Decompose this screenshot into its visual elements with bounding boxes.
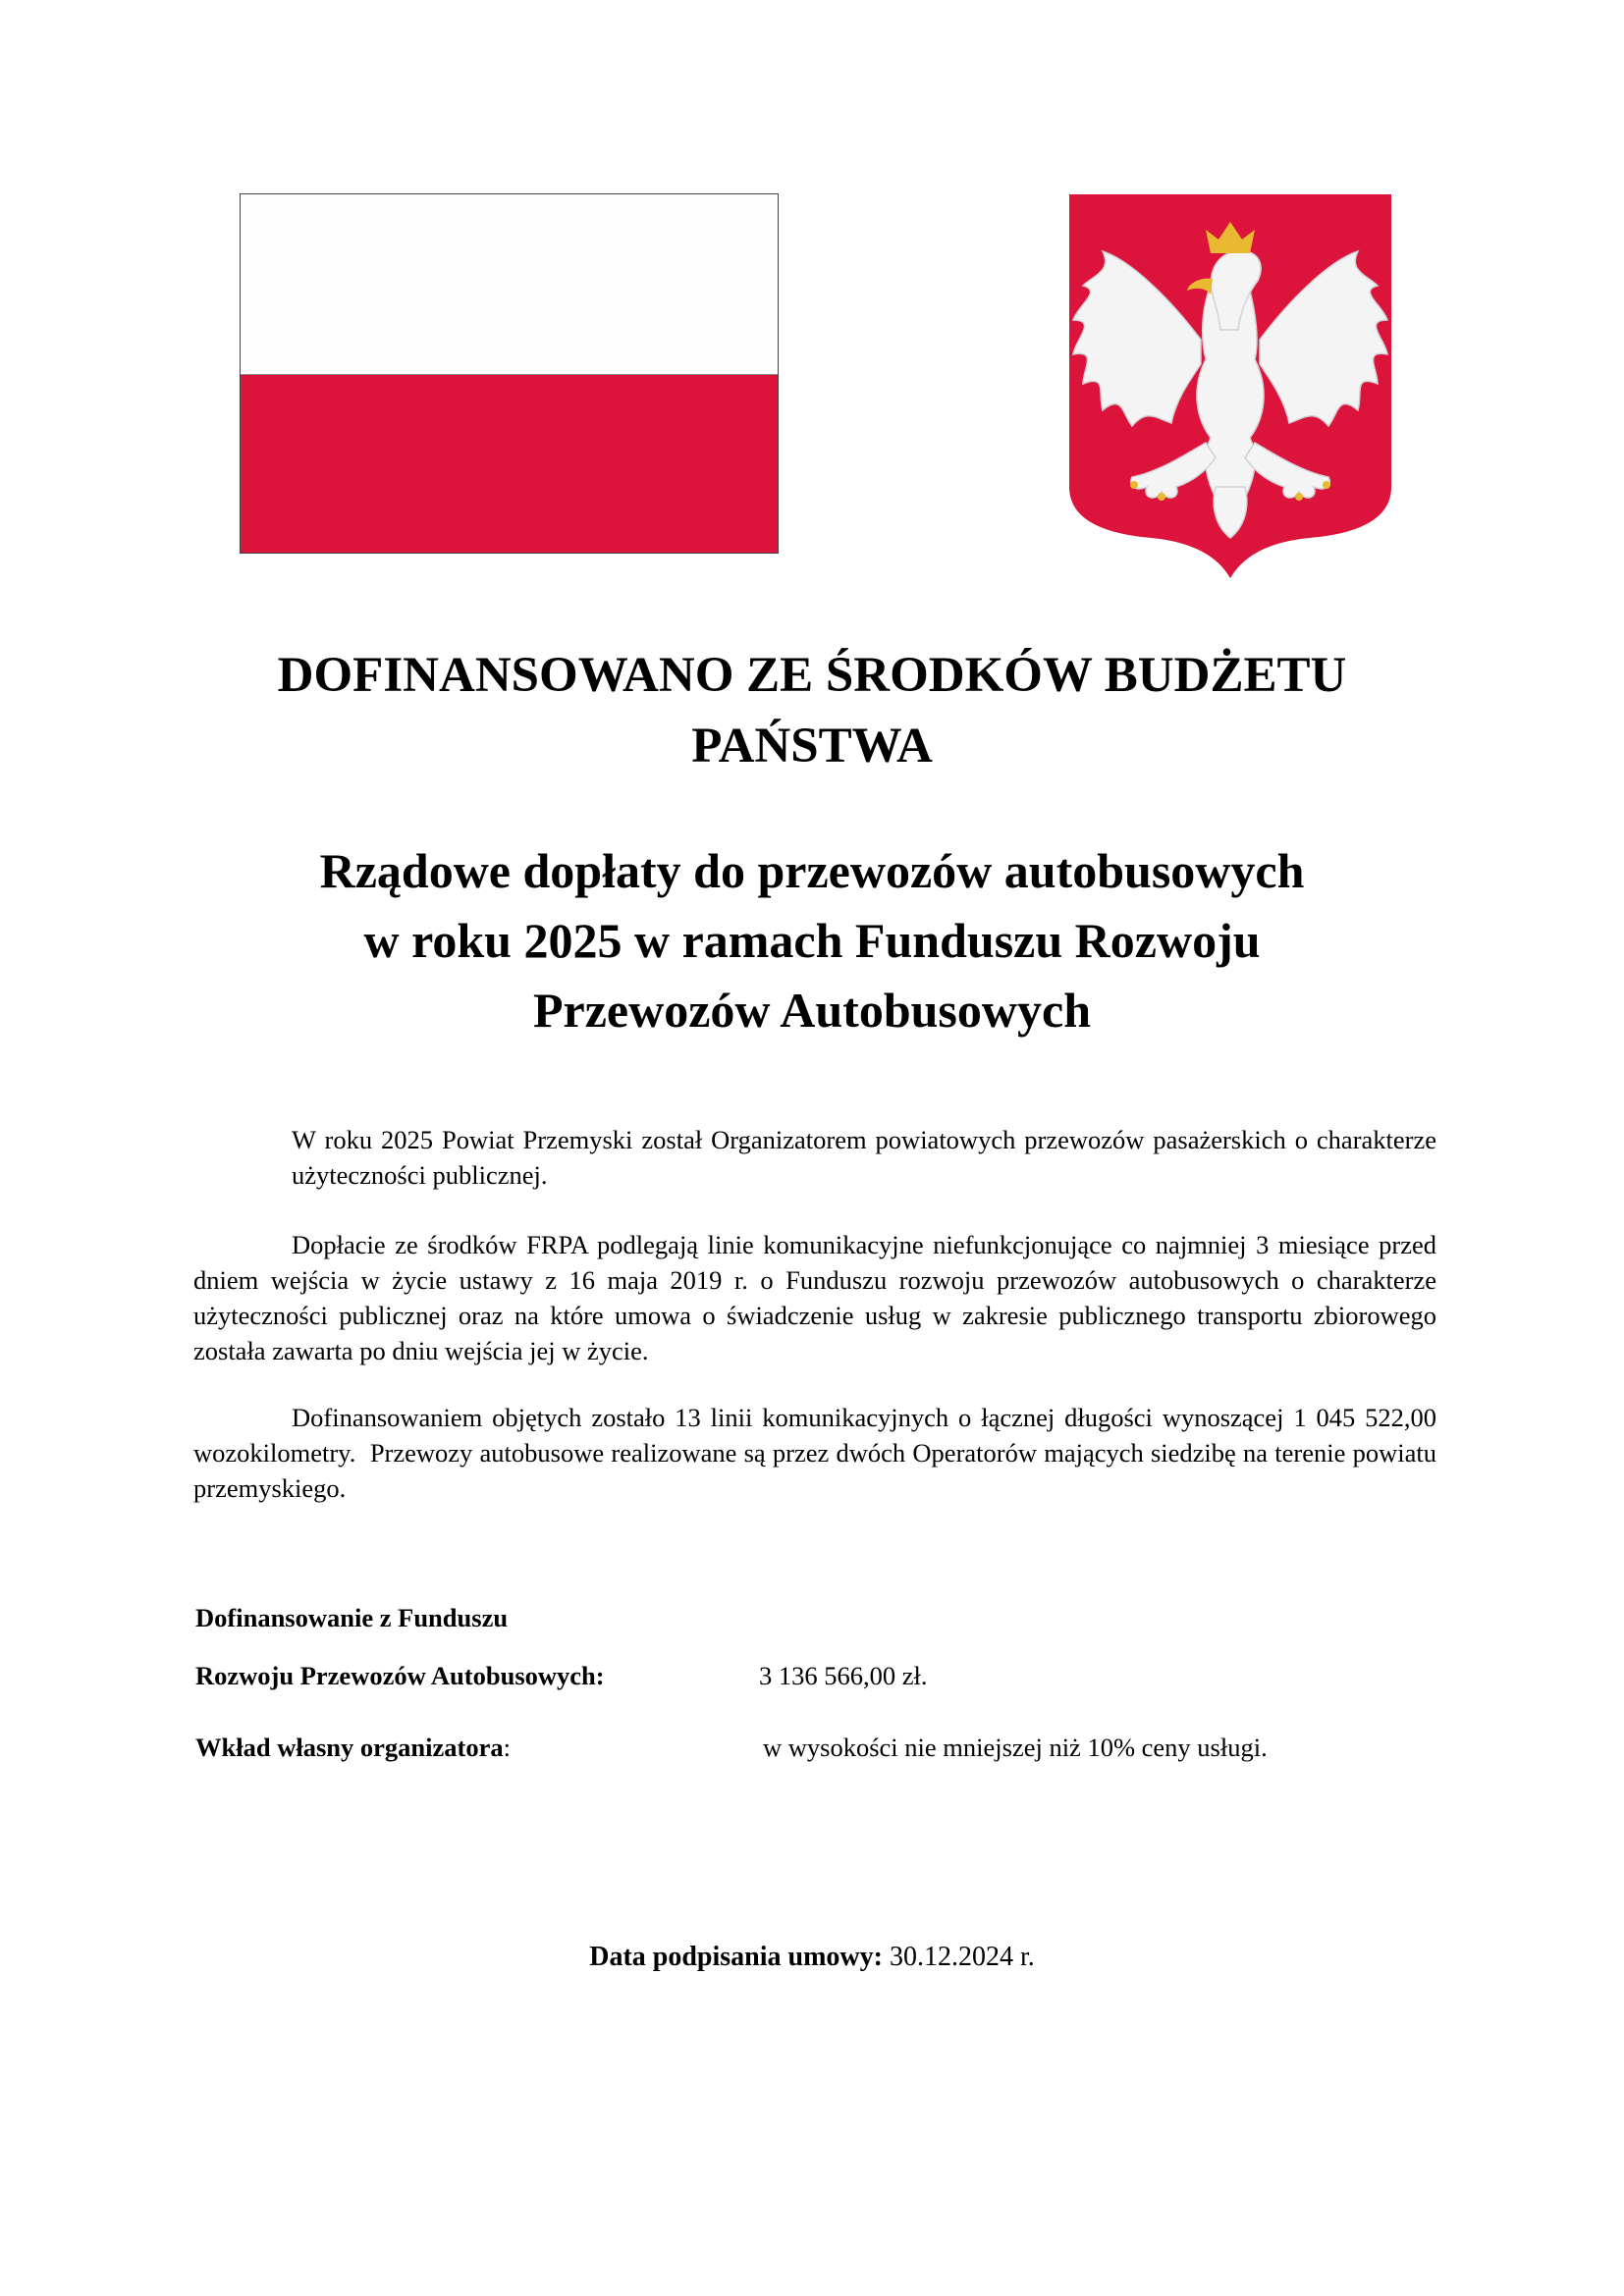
subheading: [0, 836, 1624, 1045]
own-contribution-value: w wysokości nie mniejszej niż 10% ceny usługi.: [763, 1733, 1268, 1762]
paragraph-eligibility: [193, 1227, 1436, 1368]
subheading-line3: Przewozów Autobusowych: [532, 983, 1092, 1038]
signature-date: [0, 1942, 1624, 1973]
flag-red-stripe: [241, 374, 778, 554]
own-contribution-colon: :: [503, 1733, 511, 1762]
funding-label-line2: Rozwoju Przewozów Autobusowych:: [195, 1661, 605, 1690]
polish-eagle-emblem-icon: [1063, 192, 1397, 580]
subheading-line1: Rządowe dopłaty do przewozów autobusowych: [319, 843, 1305, 898]
paragraph-organizer-text: W roku 2025 Powiat Przemyski został Organizatorem powiatowych przewozów pasażerskich o charakterze użyteczności publicznej.: [292, 1125, 1436, 1190]
paragraph-lines-text: Dofinansowaniem objętych zostało 13 linii komunikacyjnych o łącznej długości wynoszącej 1 045 522,00 wozokilometry. Przewozy autobusowe realizowane są przez dwóch Operatorów mających siedzibę na terenie powiatu przemyskiego.: [193, 1403, 1443, 1503]
subheading-line2: w roku 2025 w ramach Funduszu Rozwoju: [363, 913, 1261, 968]
funding-label-line1: Dofinansowanie z Funduszu: [195, 1603, 509, 1632]
main-heading: [0, 640, 1624, 781]
paragraph-eligibility-text: Dopłacie ze środków FRPA podlegają linie komunikacyjne niefunkcjonujące co najmniej 3 miesiące przed dniem wejścia w życie ustawy z 16 maja 2019 r. o Funduszu rozwoju przewozów autobusowych o charakterze użyteczności publicznej oraz na które umowa o świadczenie usług w zakresie publicznego transportu zbiorowego została zawarta po dniu wejścia jej w życie.: [193, 1230, 1436, 1365]
own-contribution-label: [195, 1733, 511, 1763]
flag-white-stripe: [241, 194, 778, 374]
funding-amount: 3 136 566,00 zł.: [759, 1661, 928, 1690]
polish-flag: [240, 193, 779, 554]
signature-date-label: Data podpisania umowy:: [589, 1942, 883, 1972]
main-heading-line1: DOFINANSOWANO ZE ŚRODKÓW BUDŻETU: [277, 648, 1347, 703]
signature-date-value: 30.12.2024 r.: [882, 1942, 1035, 1972]
paragraph-lines: [193, 1400, 1443, 1506]
own-contribution-label-text: Wkład własny organizatora: [195, 1733, 504, 1762]
paragraph-organizer: [292, 1122, 1436, 1193]
main-heading-line2: PAŃSTWA: [691, 719, 933, 774]
